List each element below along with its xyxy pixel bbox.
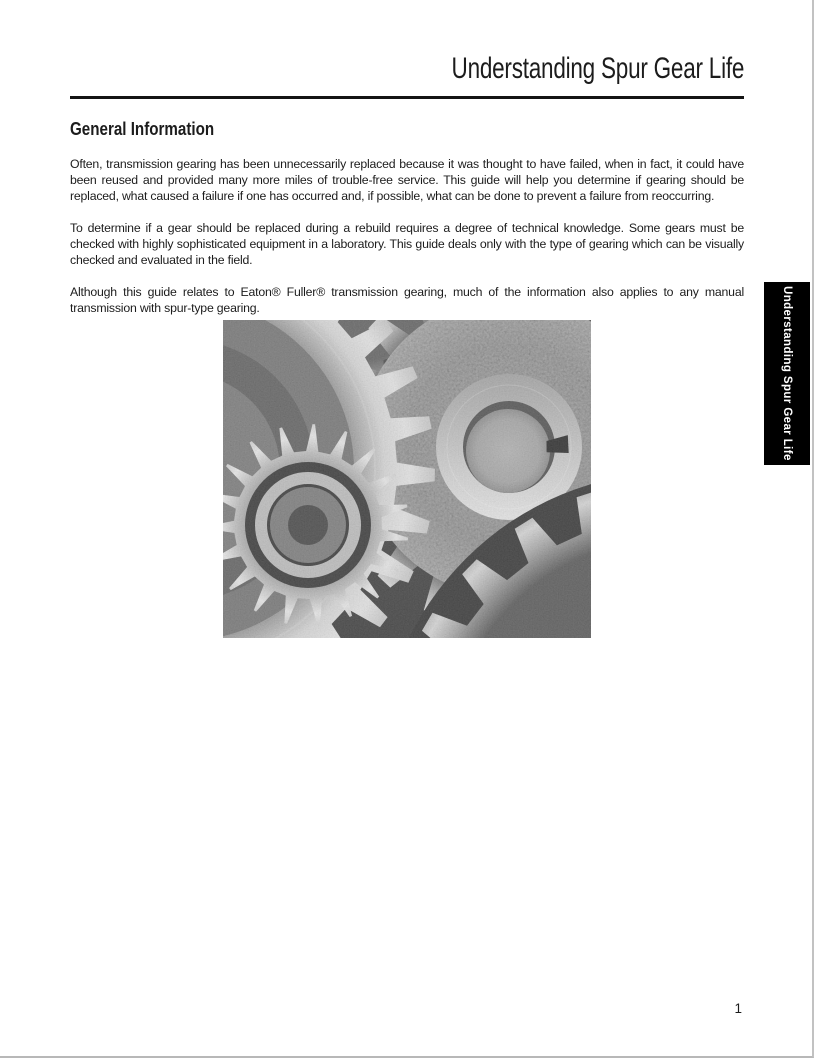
body-paragraph: To determine if a gear should be replaced during a rebuild requires a degree of technical knowledge. Some gears must be checked with highly sophisticated equipment in a laboratory. This guide deals only with the type of gearing which can be visually checked and evaluated in the field. (70, 220, 744, 267)
gear-photo-art (223, 320, 591, 638)
page-number: 1 (734, 1001, 742, 1016)
edge-tab-label: Understanding Spur Gear Life (781, 286, 793, 461)
body-paragraph: Although this guide relates to Eaton® Fuller® transmission gearing, much of the information also applies to any manual transmission with spur-type gearing. (70, 284, 744, 315)
edge-tab (764, 282, 810, 465)
page-title: Understanding Spur Gear Life (451, 52, 744, 85)
gear-photo (223, 320, 591, 638)
page-content (70, 0, 744, 638)
page-header (70, 0, 744, 86)
body-paragraph: Often, transmission gearing has been unnecessarily replaced because it was thought to have failed, when in fact, it could have been reused and provided many more miles of trouble-free service. This guide will help you determine if gearing should be replaced, what caused a failure if one has occurred and, if possible, what can be done to prevent a failure from reoccurring. (70, 156, 744, 203)
header-rule (70, 96, 744, 99)
section-heading-row (70, 118, 744, 140)
section-heading: General Information (70, 117, 215, 139)
